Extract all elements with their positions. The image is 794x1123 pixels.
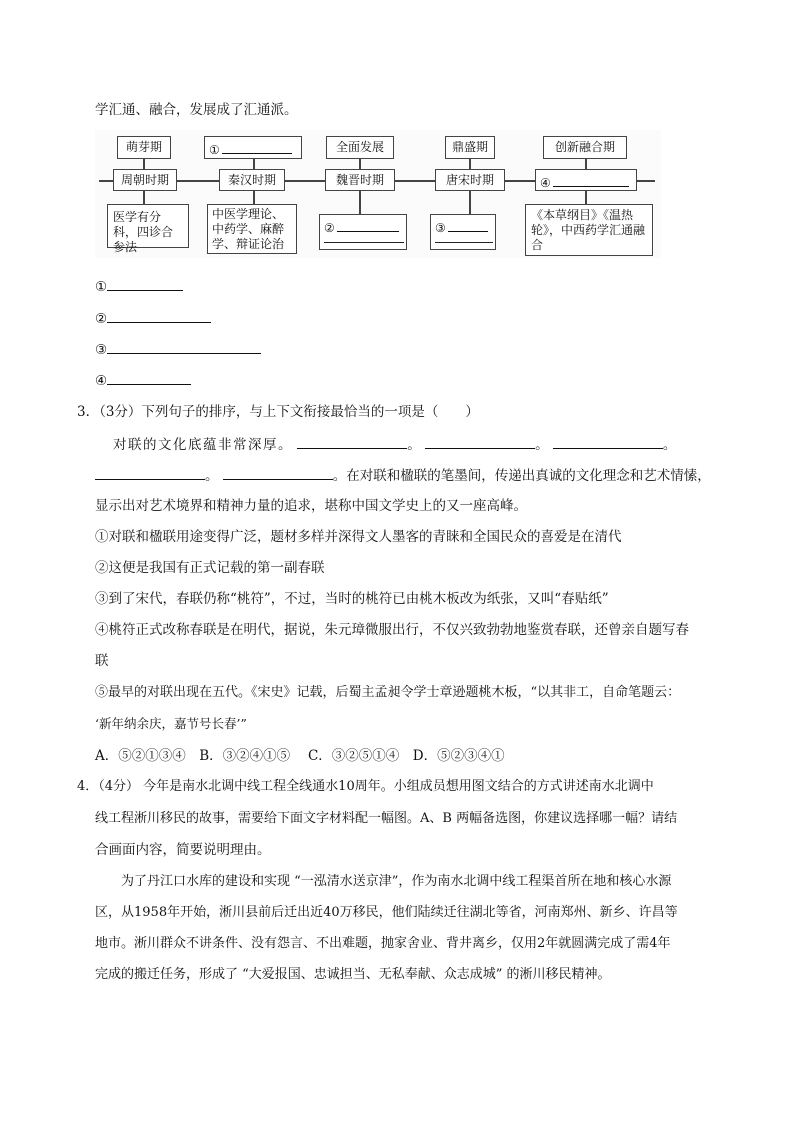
stage-innovation: 创新融合期 [543,136,627,159]
period-tangsong: 唐宋时期 [435,169,505,191]
answer-line-3: ③ [95,339,261,360]
answer-line-2: ② [95,308,211,329]
stage-full-development: 全面发展 [326,136,394,159]
weijin-blank-box: ② [319,214,407,250]
q3-item-4: ④桃符正式改称春联是在明代，据说，朱元璋微服出行，不仅兴致勃勃地鉴赏春联，还曾亲自题写春 [95,622,689,638]
q4-stem-line-1: 4．（4分） 今年是南水北调中线工程全线通水10周年。小组成员想用图文结合的方式讲述南水北调中 [77,779,654,794]
period-qinhan: 秦汉时期 [219,169,285,191]
q3-item-5: ⑤最早的对联出现在五代。《宋史》记载，后蜀主孟昶令学士章逊题桃木板，“以其非工，自命笔题云： [95,685,681,700]
q3-paragraph-line-1: 对联的文化底蕴非常深厚。 。 。 。 [113,434,676,455]
q4-material-line-4: 完成的搬迁任务，形成了 “大爱报国、忠诚担当、无私奉献、众志成城” 的淅川移民精神。 [95,967,611,982]
qinhan-achievements: 中医学理论、中药学、麻醉学、辩证论治 [207,204,297,254]
q4-stem-line-3: 合画面内容，简要说明理由。 [95,842,271,858]
period-weijin: 魏晋时期 [325,169,395,191]
period-blank-4: ④ [535,169,637,191]
answer-line-4: ④ [95,370,191,391]
q4-material-line-3: 地市。淅川群众不讲条件、没有怨言、不出难题，抛家舍业、背井离乡，仅用2年就圆满完成了需4年 [95,936,671,951]
q3-item-5-cont: ‘新年纳余庆，嘉节号长春’” [95,716,247,731]
answer-line-1: ① [95,276,183,297]
tcm-timeline-figure [95,130,661,258]
period-zhou: 周朝时期 [113,169,177,191]
stage-peak: 鼎盛期 [445,136,495,159]
q3-item-4-cont: 联 [95,653,109,669]
last-period-achievements: 《本草纲目》《温热轮》，中西药学汇通融合 [525,204,653,256]
q4-stem-line-2: 线工程淅川移民的故事，需要给下面文字材料配一幅图。A、B 两幅备选图，你建议选择哪一幅？请结 [95,811,678,826]
q3-options: A．⑤②①③④ B．③②④①⑤ C．③②⑤①④ D．⑤②③④① [95,748,505,764]
q3-item-2: ②这便是我国有正式记载的第一副春联 [95,560,325,576]
zhou-achievements: 医学有分科，四诊合参法 [107,204,189,248]
q3-paragraph-line-2: 。 。在对联和楹联的笔墨间，传递出真诚的文化理念和艺术情愫， [95,465,711,486]
q4-material-line-2: 区，从1958年开始，淅川县前后迁出近40万移民，他们陆续迁往湖北等省，河南郑州、新乡、许昌等 [95,905,678,920]
stage-sprouting: 萌芽期 [117,136,171,159]
q3-item-3: ③到了宋代，春联仍称“桃符”，不过，当时的桃符已由桃木板改为纸张，又叫“春贴纸” [95,591,609,607]
q3-paragraph-line-3: 显示出对艺术境界和精神力量的追求，堪称中国文学史上的又一座高峰。 [95,498,527,514]
intro-line: 学汇通、融合，发展成了汇通派。 [95,102,298,118]
tangsong-blank-box: ③ [430,214,496,250]
q3-stem: 3．（3分）下列句子的排序，与上下文衔接最恰当的一项是（ ） [77,404,479,420]
q4-material-line-1: 为了丹江口水库的建设和实现 “一泓清水送京津”，作为南水北调中线工程渠首所在地和核心水源 [121,874,672,889]
q3-item-1: ①对联和楹联用途变得广泛，题材多样并深得文人墨客的青睐和全国民众的喜爱是在清代 [95,529,622,545]
stage-blank-1: ① [204,136,302,159]
